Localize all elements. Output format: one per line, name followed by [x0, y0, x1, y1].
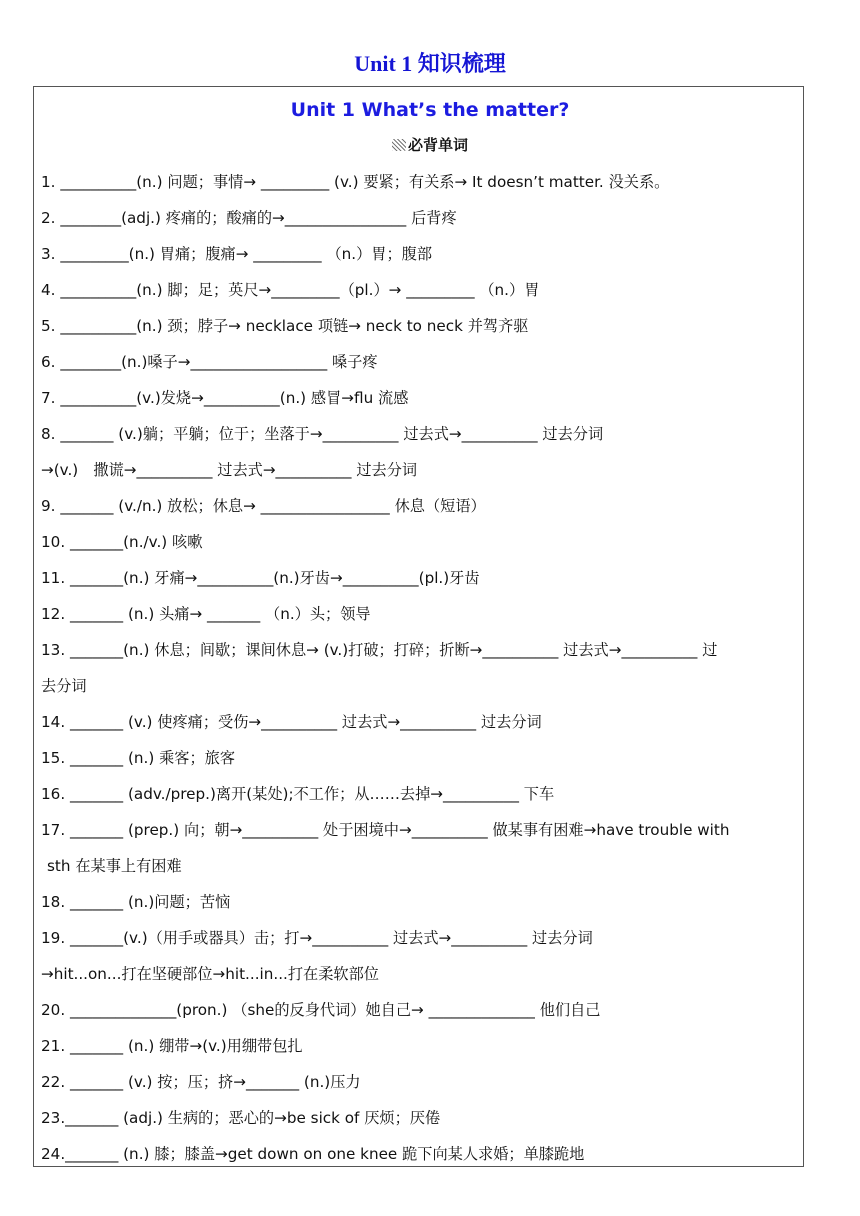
vocab-line: 6. ________(n.)嗓子→__________________ 嗓子疼 — [41, 353, 378, 371]
vocab-line: 22. _______ (v.) 按；压；挤→_______ (n.)压力 — [41, 1073, 361, 1091]
vocab-line: 24._______ (n.) 膝；膝盖→get down on one knee 跪下向某人求婚；单膝跪地 — [41, 1145, 585, 1163]
vocab-line: 10. _______(n./v.) 咳嗽 — [41, 533, 203, 551]
vocab-line: 11. _______(n.) 牙痛→__________(n.)牙齿→__________(pl.)牙齿 — [41, 569, 480, 587]
vocab-line: 21. _______ (n.) 绷带→(v.)用绷带包扎 — [41, 1037, 303, 1055]
vocab-line-continued: →(v.) 撒谎→__________ 过去式→__________ 过去分词 — [41, 461, 418, 479]
vocab-line: 19. _______(v.)（用手或器具）击；打→__________ 过去式→__________ 过去分词 — [41, 929, 593, 947]
vocab-line: 3. _________(n.) 胃痛；腹痛→ _________ （n.）胃；腹部 — [41, 245, 433, 263]
vocab-line: 2. ________(adj.) 疼痛的；酸痛的→________________ 后背疼 — [41, 209, 457, 227]
vocab-line-continued: 去分词 — [41, 677, 87, 695]
vocab-line: 16. _______ (adv./prep.)离开(某处);不工作；从……去掉→__________ 下车 — [41, 785, 555, 803]
vocab-line: 9. _______ (v./n.) 放松；休息→ _________________ 休息（短语） — [41, 497, 486, 515]
section-label: 必背单词 — [407, 136, 468, 154]
vocabulary-list — [41, 170, 803, 1178]
vocab-line: 20. ______________(pron.) （she的反身代词）她自己→ ______________ 他们自己 — [41, 1001, 601, 1019]
vocab-line: 13. _______(n.) 休息；间歇；课间休息→ (v.)打破；打碎；折断→__________ 过去式→__________ 过 — [41, 641, 718, 659]
vocab-line: 17. _______ (prep.) 向；朝→__________ 处于困境中→__________ 做某事有困难→have trouble with — [41, 821, 730, 839]
vocab-line-continued: sth 在某事上有困难 — [47, 857, 182, 875]
vocab-line: 8. _______ (v.)躺；平躺；位于；坐落于→__________ 过去式→__________ 过去分词 — [41, 425, 604, 443]
vocab-line: 15. _______ (n.) 乘客；旅客 — [41, 749, 236, 767]
document-title: Unit 1 What’s the matter? — [290, 99, 570, 121]
vocab-line: 12. _______ (n.) 头痛→ _______ （n.）头；领导 — [41, 605, 371, 623]
vocab-line: 5. __________(n.) 颈；脖子→ necklace 项链→ neck to neck 并驾齐驱 — [41, 317, 529, 335]
section-heading — [0, 134, 860, 156]
vocab-line: 1. __________(n.) 问题；事情→ _________ (v.) 要紧；有关系→ It doesn’t matter. 没关系。 — [41, 173, 670, 191]
vocab-line-continued: →hit...on...打在坚硬部位→hit...in...打在柔软部位 — [41, 965, 379, 983]
star-icon — [392, 139, 406, 151]
page-title: Unit 1 知识梳理 — [354, 51, 506, 76]
vocab-line: 4. __________(n.) 脚；足；英尺→_________（pl.）→ _________ （n.）胃 — [41, 281, 540, 299]
vocab-line: 7. __________(v.)发烧→__________(n.) 感冒→flu 流感 — [41, 389, 409, 407]
vocab-line: 23._______ (adj.) 生病的；恶心的→be sick of 厌烦；厌倦 — [41, 1109, 441, 1127]
vocab-line: 18. _______ (n.)问题；苦恼 — [41, 893, 231, 911]
vocab-line: 14. _______ (v.) 使疼痛；受伤→__________ 过去式→__________ 过去分词 — [41, 713, 542, 731]
